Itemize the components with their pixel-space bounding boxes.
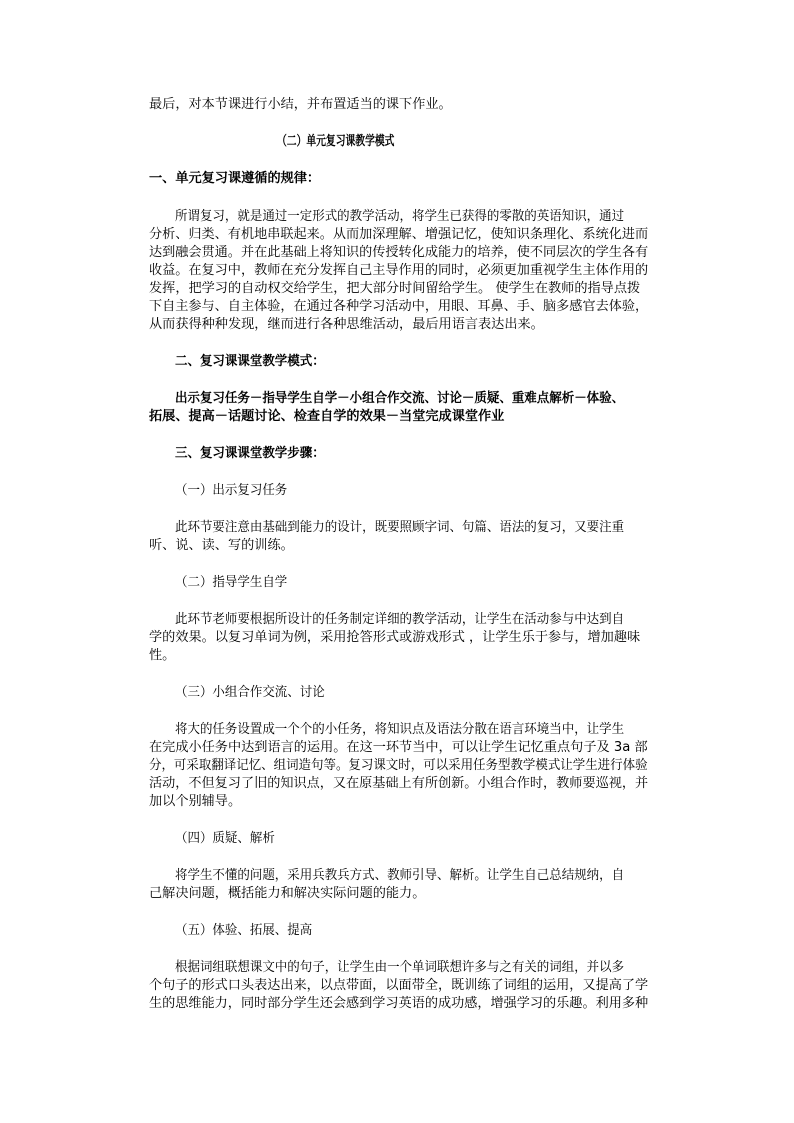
text-line: 将大的任务设置成一个个的小任务，将知识点及语法分散在语言环境当中，让学生 — [175, 722, 625, 737]
text-line: 根据词组联想课文中的句子，让学生由一个单词联想许多与之有关的词组，并以多 — [175, 960, 625, 975]
section-title: （二）单元复习课教学模式 — [277, 134, 395, 149]
text-line: 听、说、读、写的训练。 — [149, 538, 294, 553]
text-line: 将学生不懂的问题，采用兵教兵方式、教师引导、解析。让学生自己总结规纳，自 — [175, 868, 625, 883]
step-4-title: （四）质疑、解析 — [175, 831, 275, 846]
text-line: 生的思维能力，同时部分学生还会感到学习英语的成功感，增强学习的乐趣。利用多种 — [149, 996, 649, 1011]
text-line: 活动，不但复习了旧的知识点，又在原基础上有所创新。小组合作时，教师要巡视，并 — [149, 776, 649, 791]
text-line: 在完成小任务中达到语言的运用。在这一环节当中，可以让学生记忆重点句子及 3a 部 — [149, 740, 648, 755]
text-line: 学的效果。以复习单词为例，采用抢答形式或游戏形式 ，让学生乐于参与，增加趣味 — [149, 630, 641, 645]
step-5-title: （五）体验、拓展、提高 — [175, 923, 313, 938]
text-line: 己解决问题，概括能力和解决实际问题的能力。 — [149, 886, 426, 901]
text-line: 此环节老师要根据所设计的任务制定详细的教学活动，让学生在活动参与中达到自 — [175, 612, 625, 627]
heading-3: 三、复习课课堂教学步骤： — [175, 446, 325, 461]
text-line: 分析、归类、有机地串联起来。从而加深理解、增强记忆，使知识条理化、系统化进而 — [149, 227, 649, 242]
heading-1: 一、单元复习课遵循的规律： — [149, 171, 321, 186]
text-line: 下自主参与、自主体验，在通过各种学习活动中，用眼、耳鼻、手、脑多感官去体验， — [149, 299, 649, 314]
text-line: 性。 — [149, 648, 176, 663]
text-line: 发挥，把学习的自动权交给学生，把大部分时间留给学生。 使学生在教师的指导点拨 — [149, 281, 641, 296]
text-line: 收益。在复习中，教师在充分发挥自己主导作用的同时，必须更加重视学生主体作用的 — [149, 263, 649, 278]
text-line: 所谓复习，就是通过一定形式的教学活动，将学生已获得的零散的英语知识，通过 — [175, 209, 625, 224]
text-line: 分，可采取翻译记忆、组词造句等。复习课文时，可以采用任务型教学模式让学生进行体验 — [149, 758, 648, 773]
text-line: 个句子的形式口头表达出来，以点带面，以面带全，既训练了词组的运用，又提高了学 — [149, 978, 649, 993]
text-line: 此环节要注意由基础到能力的设计，既要照顾字词、句篇、语法的复习，又要注重 — [175, 520, 625, 535]
heading-2: 二、复习课课堂教学模式： — [175, 354, 325, 369]
text-line: 拓展、提高－话题讨论、检查自学的效果－当堂完成课堂作业 — [149, 409, 505, 424]
text-line: 加以个别辅导。 — [149, 794, 242, 809]
text-line: 达到融会贯通。并在此基础上将知识的传授转化成能力的培养，使不同层次的学生各有 — [149, 245, 649, 260]
closing-sentence: 最后，对本节课进行小结，并布置适当的课下作业。 — [149, 97, 452, 112]
step-3-title: （三）小组合作交流、讨论 — [175, 685, 325, 700]
text-line: 出示复习任务－指导学生自学－小组合作交流、讨论－质疑、重难点解析－体验、 — [175, 391, 625, 406]
step-2-title: （二）指导学生自学 — [175, 575, 288, 590]
step-1-title: （一）出示复习任务 — [175, 483, 288, 498]
text-line: 从而获得种种发现，继而进行各种思维活动，最后用语言表达出来。 — [149, 317, 544, 332]
